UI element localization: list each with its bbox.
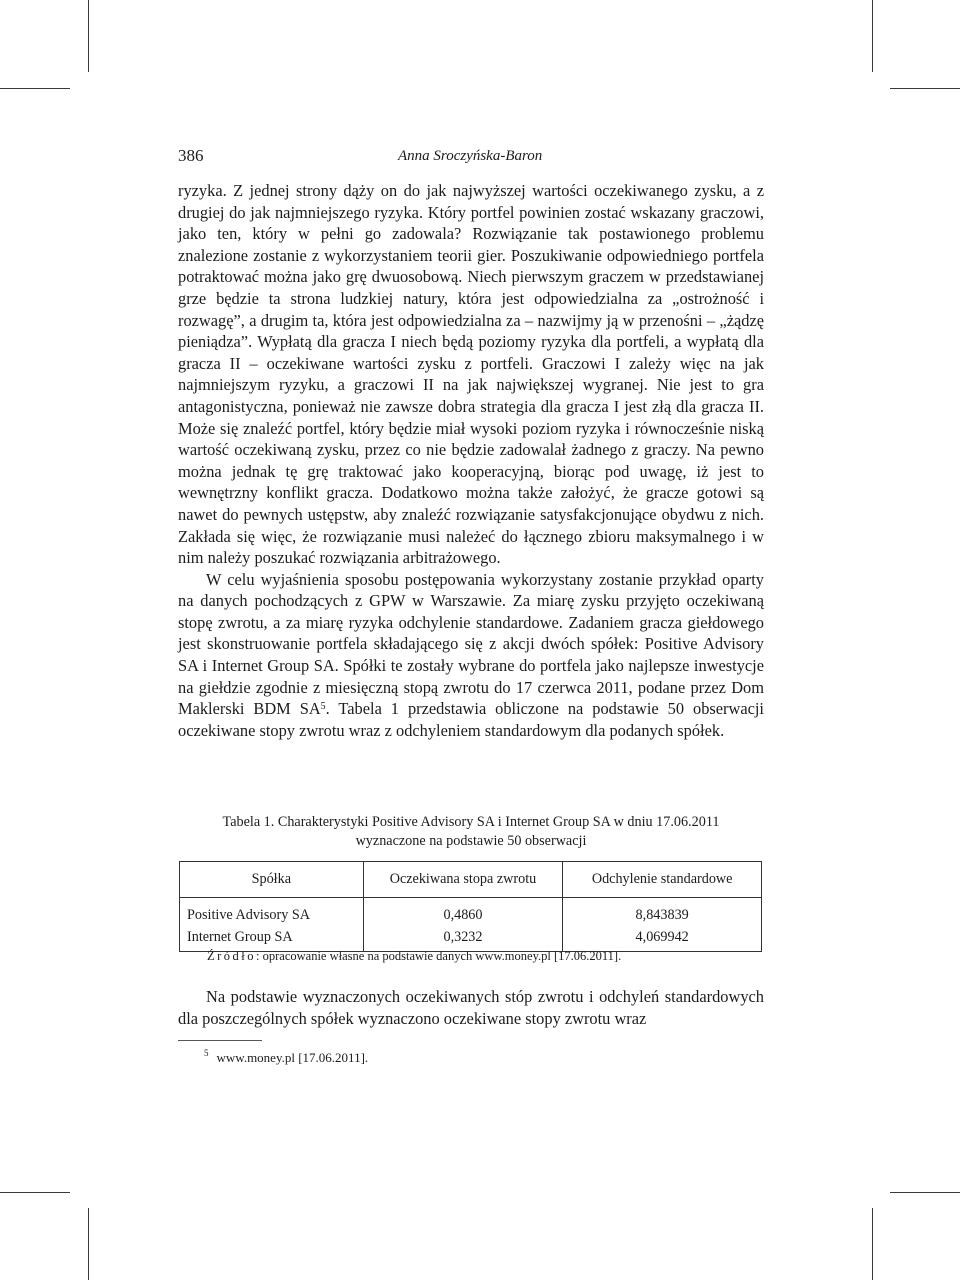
paragraph: Na podstawie wyznaczonych oczekiwanych stóp zwrotu i odchyleń standardowych dla poszczególnych spółek wyznaczono oczekiwane stopy zwrotu wraz	[178, 987, 764, 1028]
column-header: Oczekiwana stopa zwrotu	[363, 862, 563, 898]
footnote-reference[interactable]: 5	[320, 701, 326, 713]
footnote-rule	[178, 1040, 262, 1041]
table-source	[207, 949, 621, 964]
crop-mark	[0, 1192, 70, 1193]
body-text	[178, 986, 764, 1029]
footnote	[204, 1050, 368, 1066]
paragraph-text: W celu wyjaśnienia sposobu postępowania wykorzystany zostanie przykład oparty na danych pochodzących z GPW w Warszawie. Za miarę zysku przyjęto oczekiwaną stopę zwrotu, a za miarę ryzyka odchylenie standardowe. Zadaniem gracza giełdowego jest skonstruowanie portfela składającego się z akcji dwóch spółek: Positive Advisory SA i Internet Group SA. Spółki te zostały wybrane do portfela jako najlepsze inwestycje na giełdzie zgodnie z miesięczną stopą zwrotu do 17 czerwca 2011, podane przez Dom Maklerski BDM SA	[178, 569, 764, 719]
table-cell: Internet Group SA	[180, 926, 364, 952]
table-row	[180, 898, 762, 927]
crop-mark	[88, 1208, 89, 1280]
body-text	[178, 180, 764, 741]
crop-mark	[890, 1192, 960, 1193]
table-cell: Positive Advisory SA	[180, 898, 364, 927]
crop-mark	[88, 0, 89, 72]
table-cell: 4,069942	[563, 926, 762, 952]
data-table	[179, 861, 762, 952]
table-row	[180, 926, 762, 952]
column-header: Spółka	[180, 862, 364, 898]
crop-mark	[872, 0, 873, 72]
crop-mark	[872, 1208, 873, 1280]
source-text: : opracowanie własne na podstawie danych www.money.pl [17.06.2011].	[256, 949, 622, 963]
source-label: Źródło	[207, 949, 257, 963]
running-head: Anna Sroczyńska-Baron	[398, 148, 543, 164]
footnote-number: 5	[204, 1048, 209, 1058]
page-header	[178, 146, 764, 172]
caption-line: wyznaczone na podstawie 50 obserwacji	[355, 833, 587, 849]
table-cell: 0,4860	[363, 898, 563, 927]
crop-mark	[0, 88, 70, 89]
column-header: Odchylenie standardowe	[563, 862, 762, 898]
paragraph-text: . Tabela 1 przedstawia obliczone na podstawie 50 obserwacji oczekiwane stopy zwrotu wraz z odchyleniem standardowym dla podanych spółek.	[178, 699, 764, 740]
page-number: 386	[178, 146, 204, 165]
table-cell: 8,843839	[563, 898, 762, 927]
table-caption	[178, 813, 764, 851]
crop-mark	[890, 88, 960, 89]
caption-line: Tabela 1. Charakterystyki Positive Advisory SA i Internet Group SA w dniu 17.06.2011	[222, 814, 720, 830]
table-cell: 0,3232	[363, 926, 563, 952]
table-header-row	[180, 862, 762, 898]
footnote-text: www.money.pl [17.06.2011].	[216, 1050, 369, 1065]
paragraph	[178, 569, 764, 742]
paragraph: ryzyka. Z jednej strony dąży on do jak najwyższej wartości oczekiwanego zysku, a z drugiej do jak najmniejszego ryzyka. Który portfel powinien zostać wskazany graczowi, jako ten, który w pełni go zadowala? Rozwiązanie tak postawionego problemu znalezione zostanie z wykorzystaniem teorii gier. Poszukiwanie odpowiedniego portfela potraktować można jako grę dwuosobową. Niech pierwszym graczem w przedstawianej grze będzie ta strona ludzkiej natury, która jest odpowiedzialna za „ostrożność i rozwagę”, a drugim ta, która jest odpowiedzialna za – nazwijmy ją w przenośni – „żądzę pieniądza”. Wypłatą dla gracza I niech będą poziomy ryzyka dla portfeli, a wypłatą dla gracza II – oczekiwane wartości zysku z portfeli. Graczowi I zależy więc na jak najmniejszym ryzyku, a graczowi II na jak największej wygranej. Nie jest to gra antagonistyczna, ponieważ nie zawsze dobra strategia dla gracza I jest złą dla gracza II. Może się znaleźć portfel, który będzie miał wysoki poziom ryzyka i równocześnie niską wartość oczekiwaną zysku, przez co nie będzie zadowalał żadnego z graczy. Na pewno można jednak tę grę traktować jako kooperacyjną, biorąc pod uwagę, iż jest to wewnętrzny konflikt gracza. Dodatkowo można także założyć, że gracze gotowi są nawet do pewnych ustępstw, aby znaleźć rozwiązanie satysfakcjonujące obydwu z nich. Zakłada się więc, że rozwiązanie musi należeć do łącznego zbioru maksymalnego i w nim należy poszukać rozwiązania arbitrażowego.	[178, 181, 764, 568]
